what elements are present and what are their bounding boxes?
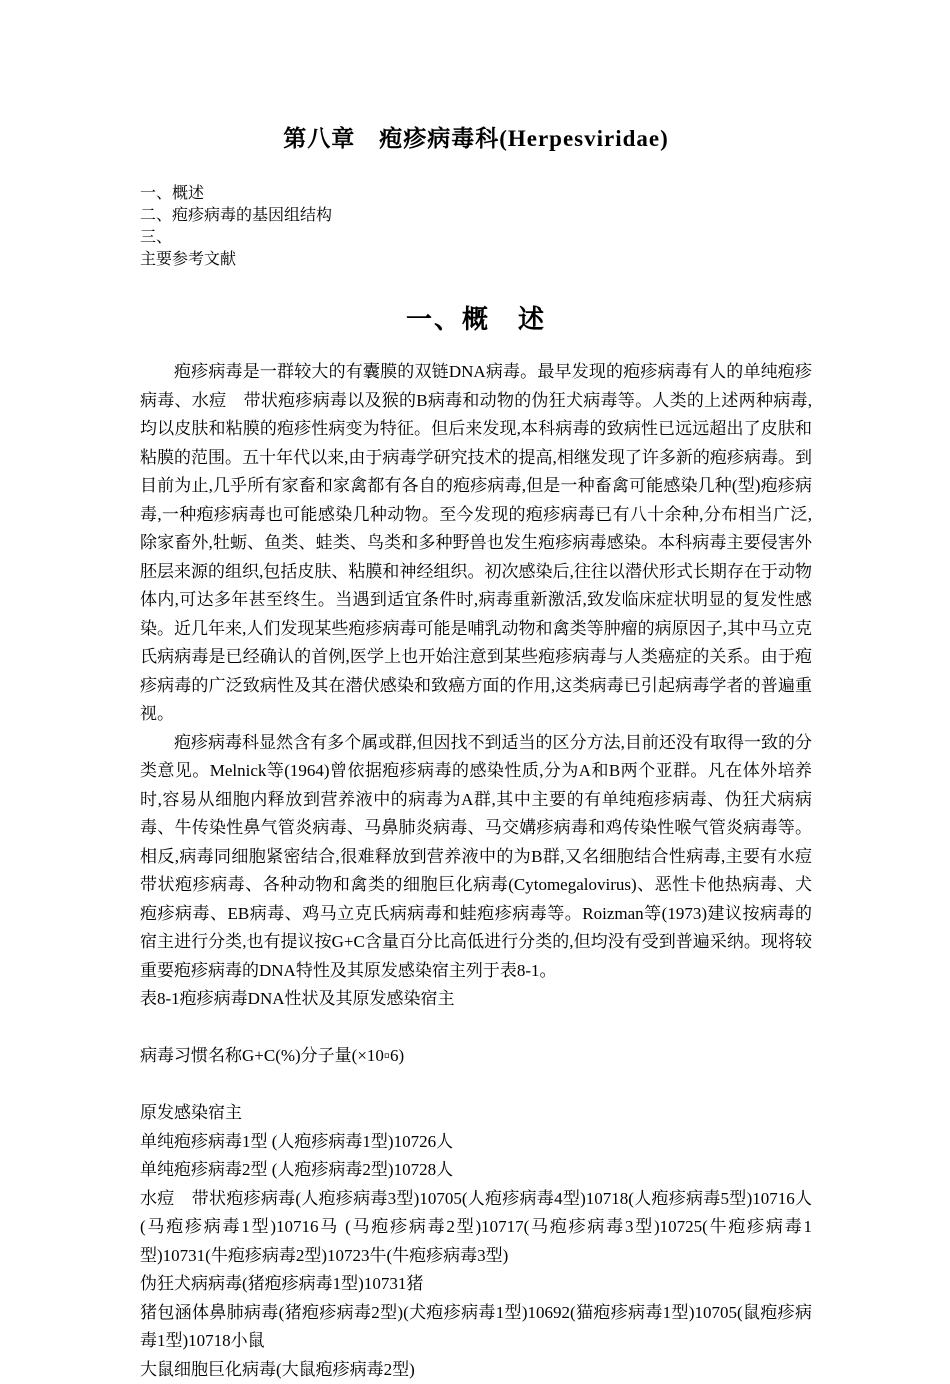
- table-header-line: 病毒习惯名称G+C(%)分子量(×10▫6): [140, 1042, 812, 1071]
- outline-item-1: 一、概述: [140, 183, 812, 205]
- table-row-pseudorabies: 伪狂犬病病毒(猪疱疹病毒1型)10731猪: [140, 1270, 812, 1299]
- outline-item-3: 三、: [140, 227, 812, 249]
- body-text: [140, 358, 812, 1384]
- table-row-rat-cytomegalo: 大鼠细胞巨化病毒(大鼠疱疹病毒2型): [140, 1356, 812, 1384]
- section-heading-overview: 一、概 述: [140, 299, 812, 336]
- host-heading: 原发感染宿主: [140, 1099, 812, 1128]
- paragraph-overview-1: 疱疹病毒是一群较大的有囊膜的双链DNA病毒。最早发现的疱疹病毒有人的单纯疱疹病毒、水痘 带状疱疹病毒以及猴的B病毒和动物的伪狂犬病毒等。人类的上述两种病毒,均以皮肤和粘膜的疱疹性病变为特征。但后来发现,本科病毒的致病性已远远超出了皮肤和粘膜的范围。五十年代以来,由于病毒学研究技术的提高,相继发现了许多新的疱疹病毒。到目前为止,几乎所有家畜和家禽都有各自的疱疹病毒,但是一种畜禽可能感染几种(型)疱疹病毒,一种疱疹病毒也可能感染几种动物。至今发现的疱疹病毒已有八十余种,分布相当广泛,除家畜外,牡蛎、鱼类、蛙类、鸟类和多种野兽也发生疱疹病毒感染。本科病毒主要侵害外胚层来源的组织,包括皮肤、粘膜和神经组织。初次感染后,往往以潜伏形式长期存在于动物体内,可达多年甚至终生。当遇到适宜条件时,病毒重新激活,致发临床症状明显的复发性感染。近几年来,人们发现某些疱疹病毒可能是哺乳动物和禽类等肿瘤的病原因子,其中马立克氏病病毒是已经确认的首例,医学上也开始注意到某些疱疹病毒与人类癌症的关系。由于疱疹病毒的广泛致病性及其在潜伏感染和致癌方面的作用,这类病毒已引起病毒学者的普遍重视。: [140, 358, 812, 729]
- table-caption: 表8-1疱疹病毒DNA性状及其原发感染宿主: [140, 985, 812, 1014]
- table-row-varicella-zoster: 水痘 带状疱疹病毒(人疱疹病毒3型)10705(人疱疹病毒4型)10718(人疱疹病毒5型)10716人(马疱疹病毒1型)10716马 (马疱疹病毒2型)10717(马疱疹病毒3型)10725(牛疱疹病毒1型)10731(牛疱疹病毒2型)10723牛(牛疱疹病毒3型): [140, 1185, 812, 1271]
- paragraph-overview-2: 疱疹病毒科显然含有多个属或群,但因找不到适当的区分方法,目前还没有取得一致的分类意见。Melnick等(1964)曾依据疱疹病毒的感染性质,分为A和B两个亚群。凡在体外培养时,容易从细胞内释放到营养液中的病毒为A群,其中主要的有单纯疱疹病毒、伪狂犬病病毒、牛传染性鼻气管炎病毒、马鼻肺炎病毒、马交媾疹病毒和鸡传染性喉气管炎病毒等。相反,病毒同细胞紧密结合,很难释放到营养液中的为B群,又名细胞结合性病毒,主要有水痘带状疱疹病毒、各种动物和禽类的细胞巨化病毒(Cytomegalovirus)、恶性卡他热病毒、犬疱疹病毒、EB病毒、鸡马立克氏病病毒和蛙疱疹病毒等。Roizman等(1973)建议按病毒的宿主进行分类,也有提议按G+C含量百分比高低进行分类的,但均没有受到普遍采纳。现将较重要疱疹病毒的DNA特性及其原发感染宿主列于表8-1。: [140, 729, 812, 986]
- chapter-title: 第八章 疱疹病毒科(Herpesviridae): [140, 120, 812, 153]
- outline-list: [140, 183, 812, 271]
- outline-item-references: 主要参考文献: [140, 249, 812, 271]
- table-row-pig-inclusion: 猪包涵体鼻肺病毒(猪疱疹病毒2型)(犬疱疹病毒1型)10692(猫疱疹病毒1型)10705(鼠疱疹病毒1型)10718小鼠: [140, 1299, 812, 1356]
- table-row-hsv2: 单纯疱疹病毒2型 (人疱疹病毒2型)10728人: [140, 1156, 812, 1185]
- outline-item-2: 二、疱疹病毒的基因组结构: [140, 205, 812, 227]
- table-row-hsv1: 单纯疱疹病毒1型 (人疱疹病毒1型)10726人: [140, 1128, 812, 1157]
